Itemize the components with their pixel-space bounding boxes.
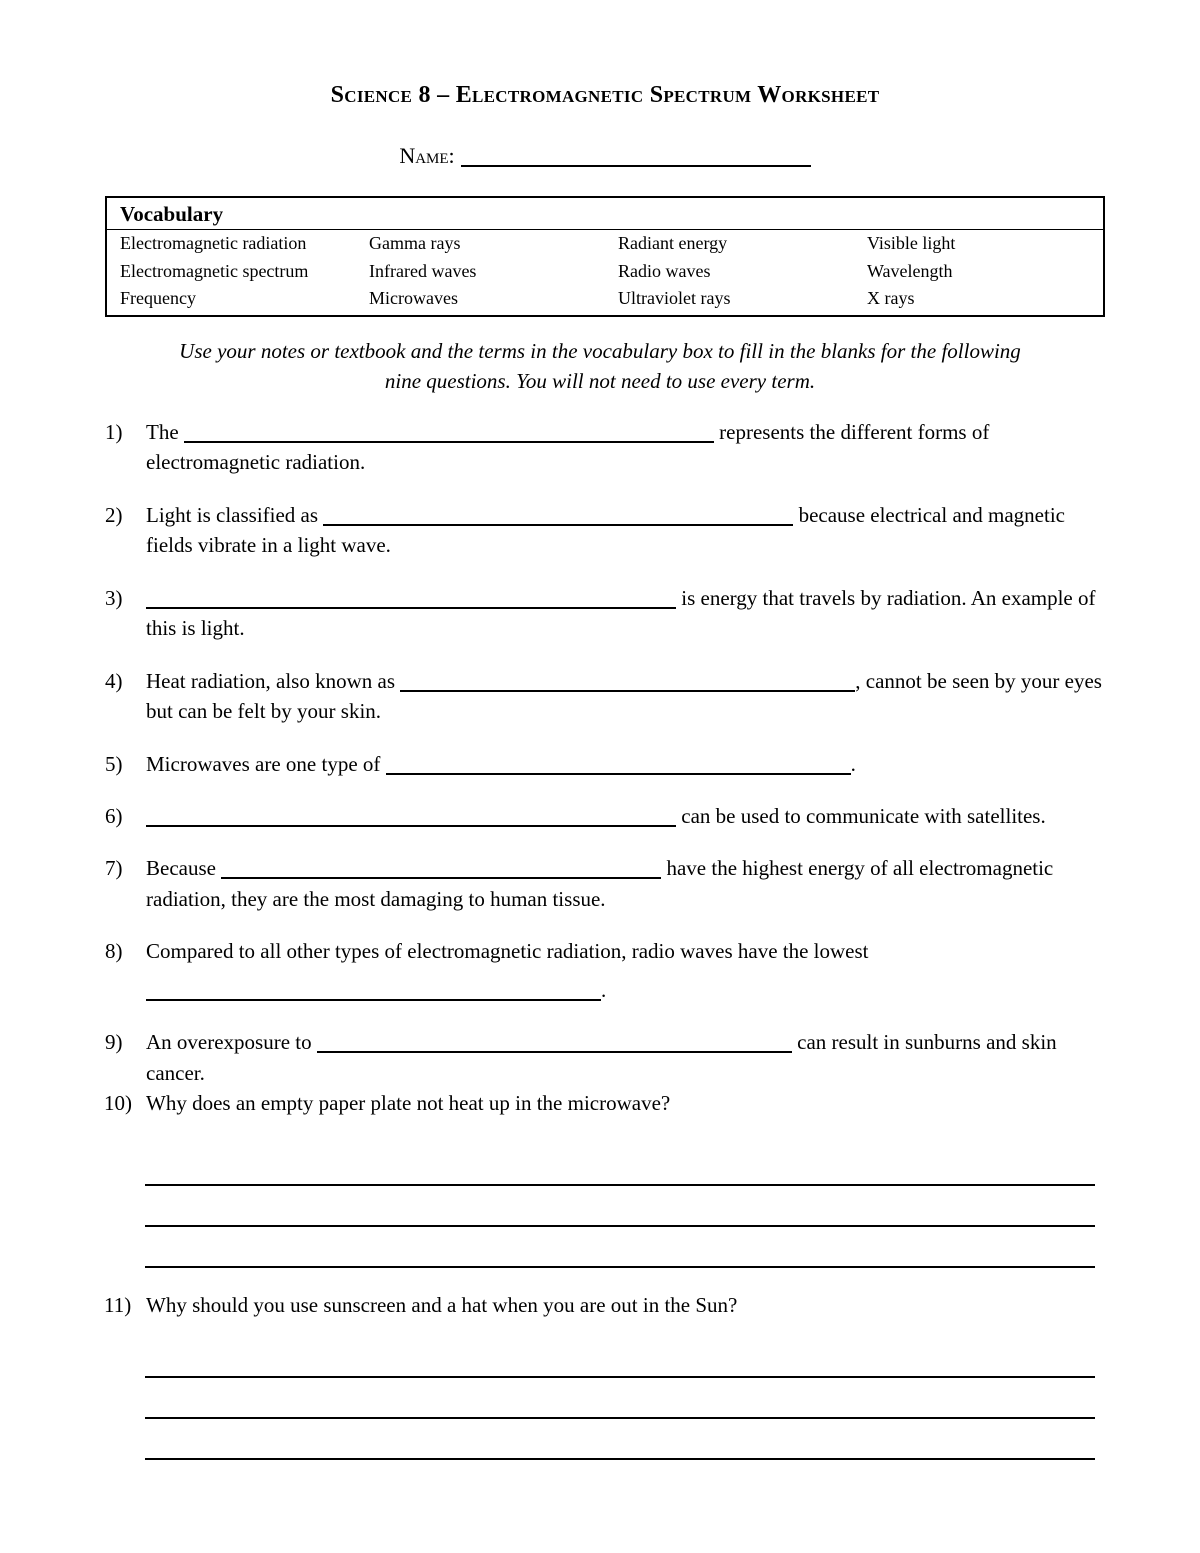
answer-line[interactable] xyxy=(145,1145,1095,1186)
answer-lines-q10 xyxy=(145,1145,1095,1268)
vocabulary-row xyxy=(107,285,1103,312)
vocabulary-row xyxy=(107,230,1103,257)
question-post-text: have the highest energy of all electromagnetic radiation, they are the most damaging to human tissue. xyxy=(146,856,1054,911)
question-pre-text: Microwaves are one type of xyxy=(146,751,386,776)
question-10 xyxy=(105,1088,1105,1118)
question-pre-text: The xyxy=(146,420,184,444)
question-post-text: , cannot be seen by your eyes but can be felt by your skin. xyxy=(146,668,1102,724)
question-post-text: can be used to communicate with satellites. xyxy=(676,803,1046,828)
vocabulary-term: X rays xyxy=(867,287,915,308)
question-number: 11) xyxy=(104,1293,132,1317)
question-item xyxy=(105,666,1105,727)
question-number: 8) xyxy=(105,939,123,964)
answer-line[interactable] xyxy=(145,1186,1095,1227)
answer-line[interactable] xyxy=(145,1378,1095,1419)
answer-line[interactable] xyxy=(145,1337,1095,1378)
question-item xyxy=(105,1088,1105,1118)
question-item xyxy=(105,500,1105,561)
question-pre-text: An overexposure to xyxy=(146,1030,317,1055)
question-body xyxy=(146,1027,1105,1088)
question-blank-line xyxy=(146,975,1105,1005)
vocabulary-term: Frequency xyxy=(120,287,196,308)
question-number: 10) xyxy=(104,1091,132,1115)
question-item xyxy=(105,1290,1105,1320)
answer-blank[interactable] xyxy=(323,524,793,526)
question-number: 6) xyxy=(105,803,123,828)
name-field-row xyxy=(105,143,1105,169)
question-item xyxy=(105,1027,1105,1088)
name-input-blank[interactable] xyxy=(461,165,811,167)
question-post-text: is energy that travels by radiation. An example of this is light. xyxy=(146,585,1096,641)
question-number: 3) xyxy=(105,585,123,610)
question-11 xyxy=(105,1290,1105,1320)
question-pre-text: Compared to all other types of electromagnetic radiation, radio waves have the lowest xyxy=(146,939,869,964)
question-post-text: . xyxy=(850,751,856,776)
question-item xyxy=(105,853,1105,914)
answer-blank[interactable] xyxy=(386,773,851,775)
answer-line[interactable] xyxy=(145,1227,1095,1268)
question-body xyxy=(146,749,1105,779)
question-body: Why should you use sunscreen and a hat when you are out in the Sun? xyxy=(146,1293,738,1317)
question-body xyxy=(146,500,1105,561)
vocabulary-row xyxy=(107,258,1103,285)
vocabulary-term: Gamma rays xyxy=(369,233,461,254)
page-title: Science 8 – Electromagnetic Spectrum Worksheet xyxy=(330,82,880,108)
question-number: 7) xyxy=(105,856,123,881)
question-body xyxy=(146,417,1105,478)
question-number: 9) xyxy=(105,1030,123,1055)
question-number: 1) xyxy=(105,420,123,444)
vocabulary-term: Radio waves xyxy=(618,260,711,281)
answer-line[interactable] xyxy=(145,1419,1095,1460)
instructions-text: Use your notes or textbook and the terms in the vocabulary box to fill in the blanks for the following nine questions. You will not need to use every term. xyxy=(179,339,1021,394)
vocabulary-term: Microwaves xyxy=(369,287,458,308)
question-body xyxy=(146,583,1105,644)
answer-blank[interactable] xyxy=(146,825,676,827)
question-item xyxy=(105,936,1105,1005)
question-post-text: . xyxy=(601,977,607,1002)
question-body: Why does an empty paper plate not heat up in the microwave? xyxy=(146,1091,671,1115)
question-pre-text: Heat radiation, also known as xyxy=(146,668,401,693)
question-post-text: can result in sunburns and skin cancer. xyxy=(146,1030,1057,1085)
answer-blank[interactable] xyxy=(317,1051,792,1053)
vocabulary-term: Electromagnetic radiation xyxy=(120,233,307,254)
question-pre-text: Because xyxy=(146,856,222,881)
question-body xyxy=(146,801,1105,831)
answer-blank[interactable] xyxy=(146,999,601,1001)
answer-lines-q11 xyxy=(145,1337,1095,1460)
vocabulary-header: Vocabulary xyxy=(107,198,1103,230)
answer-blank[interactable] xyxy=(184,441,714,443)
question-item xyxy=(105,749,1105,779)
question-number: 4) xyxy=(105,668,123,693)
name-label: Name: xyxy=(399,143,455,168)
answer-blank[interactable] xyxy=(221,877,661,879)
question-post-text: represents the different forms of electromagnetic radiation. xyxy=(146,420,990,475)
answer-blank[interactable] xyxy=(400,690,855,692)
question-body xyxy=(146,666,1105,727)
question-number: 2) xyxy=(105,502,123,527)
question-body xyxy=(146,853,1105,914)
question-item xyxy=(105,801,1105,831)
vocabulary-term: Infrared waves xyxy=(369,260,477,281)
question-number: 5) xyxy=(105,751,123,776)
answer-blank[interactable] xyxy=(146,607,676,609)
vocabulary-box xyxy=(105,196,1105,317)
question-body xyxy=(146,936,1105,966)
vocabulary-body xyxy=(107,230,1103,315)
vocabulary-term: Ultraviolet rays xyxy=(618,287,731,308)
question-item xyxy=(105,417,1105,478)
vocabulary-term: Electromagnetic spectrum xyxy=(120,260,309,281)
questions-list xyxy=(105,417,1105,1110)
question-item xyxy=(105,583,1105,644)
question-pre-text: Light is classified as xyxy=(146,502,324,527)
vocabulary-term: Wavelength xyxy=(867,260,953,281)
question-post-text: because electrical and magnetic fields vibrate in a light wave. xyxy=(146,502,1065,558)
vocabulary-term: Radiant energy xyxy=(618,233,728,254)
vocabulary-term: Visible light xyxy=(867,233,956,254)
